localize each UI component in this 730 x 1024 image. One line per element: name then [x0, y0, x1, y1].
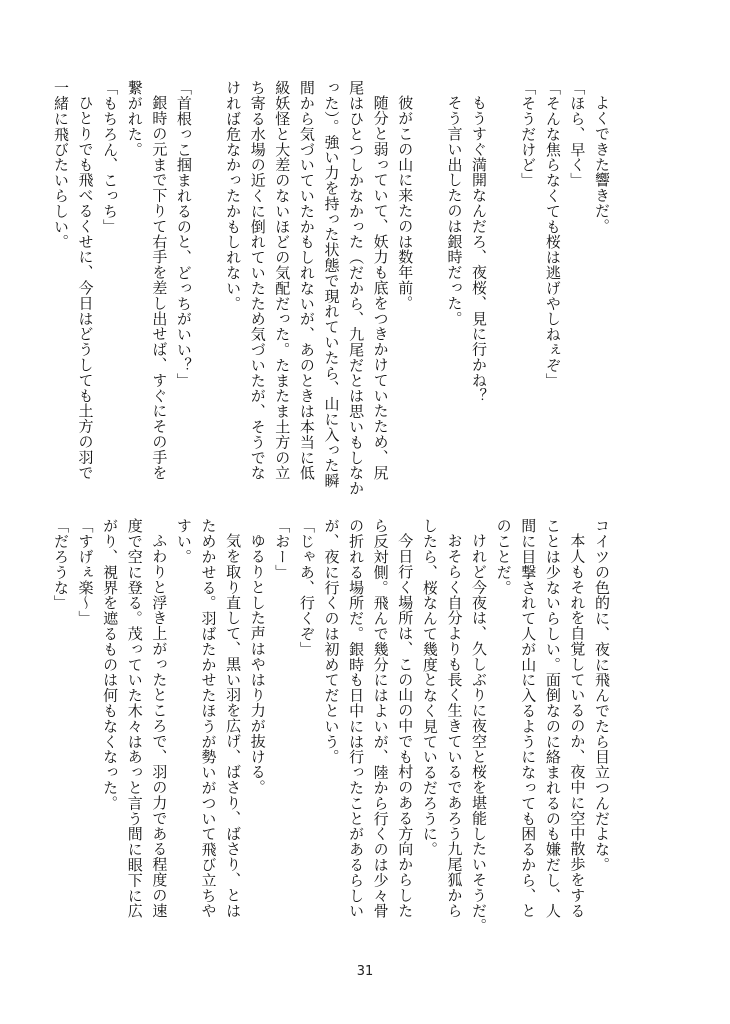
text-line: ち寄る水場の近くに倒れていたため気づいたが、そうでな	[248, 80, 267, 481]
text-line: 銀時の元まで下りて右手を差し出せば、すぐにその手を	[150, 95, 169, 480]
text-line: ことは少ないらしい。面倒なのに絡まれるのも嫌だし、人	[543, 518, 562, 919]
text-line: 尾はひとつしかなかった（だから、九尾だとは思いもしなか	[347, 80, 366, 496]
text-line: もうすぐ満開なんだろ、夜桜、見に行かね？	[470, 95, 489, 403]
text-line: 「首根っこ掴まれるのと、どっちがいい？」	[174, 80, 193, 388]
text-line: 「だろうな」	[51, 518, 70, 611]
text-line: コイツの色的に、夜に飛んでたら目立つんだよな。	[593, 518, 611, 873]
page-number: 31	[356, 964, 374, 979]
text-line: 本人もそれを自覚しているのか、夜中に空中散歩をする	[568, 533, 587, 918]
text-line: のことだ。	[494, 518, 513, 595]
text-line: 「ほら、早く」	[568, 80, 587, 188]
text-line: がり、視界を遮るものは何もなくなった。	[101, 518, 120, 811]
text-line: 間から気づいていたかもしれないが、あのときは本当に低	[297, 80, 316, 481]
text-line: おそらく自分よりも長く生きているであろう九尾狐から	[445, 533, 464, 918]
text-line: ふわりと浮き上がったところで、羽の力である程度の速	[150, 533, 169, 918]
text-line: が、夜に行くのは初めてだという。	[322, 518, 341, 765]
text-line: った）。強い力を持った状態で現れていたら、山に入った瞬	[322, 80, 341, 489]
text-line	[491, 80, 516, 488]
text-line: 間に目撃されて人が山に入るようになっても困るから、と	[519, 518, 538, 919]
text-line: ゆるりとした声はやはり力が抜ける。	[248, 533, 267, 795]
text-line: ければ危なかったかもしれない。	[224, 80, 243, 311]
text-line: ためかせる。羽ばたかせたほうが勢いがついて飛び立ちや	[199, 518, 218, 919]
text-line: よくできた響きだ。	[593, 95, 611, 234]
text-line	[196, 80, 221, 488]
text-line: 「じゃあ、行くぞ」	[297, 518, 316, 657]
text-line: 「もちろん、こっち」	[101, 80, 120, 234]
text-line: 今日行く場所は、この山の中でも村のある方向からした	[396, 533, 415, 918]
text-line: 彼がこの山に来たのは数年前。	[396, 95, 415, 311]
text-line: 「そんな焦らなくても桜は逃げやしねぇぞ」	[543, 80, 562, 388]
text-line: そう言い出したのは銀時だった。	[445, 95, 464, 326]
text-line: の折れる場所だ。銀時も日中には行ったことがあるらしい	[347, 518, 366, 919]
text-line: 「おー」	[273, 518, 292, 580]
text-line: 繋がれた。	[125, 80, 144, 157]
text-line: けれど今夜は、久しぶりに夜空と桜を堪能したいそうだ。	[470, 533, 489, 934]
text-line: 「すげぇ楽～」	[76, 518, 95, 626]
text-line: 随分と弱っていて、妖力も底をつきかけていたため、尻	[371, 95, 390, 480]
text-line: 級妖怪と大差のないほどの気配だった。たまたま土方の立	[273, 80, 292, 481]
text-line: ら反対側。飛んで幾分にはよいが、陸から行くのは少々骨	[371, 518, 390, 919]
text-line: 度で空に登る。茂っていた木々はあっと言う間に眼下に広	[125, 518, 144, 919]
text-line: したら、桜なんて幾度となく見ているだろうに。	[420, 518, 439, 857]
text-block-bottom	[51, 518, 614, 936]
text-line: ひとりでも飛べるくせに、今日はどうしても土方の羽で	[76, 95, 95, 480]
text-line: 一緒に飛びたいらしい。	[51, 80, 70, 250]
text-line: 「そうだけど」	[519, 80, 538, 188]
text-line	[417, 80, 442, 488]
text-line: すい。	[174, 518, 193, 565]
text-block-top	[51, 80, 614, 496]
text-line: 気を取り直して、黒い羽を広げ、ばさり、ばさり、とは	[224, 533, 243, 918]
